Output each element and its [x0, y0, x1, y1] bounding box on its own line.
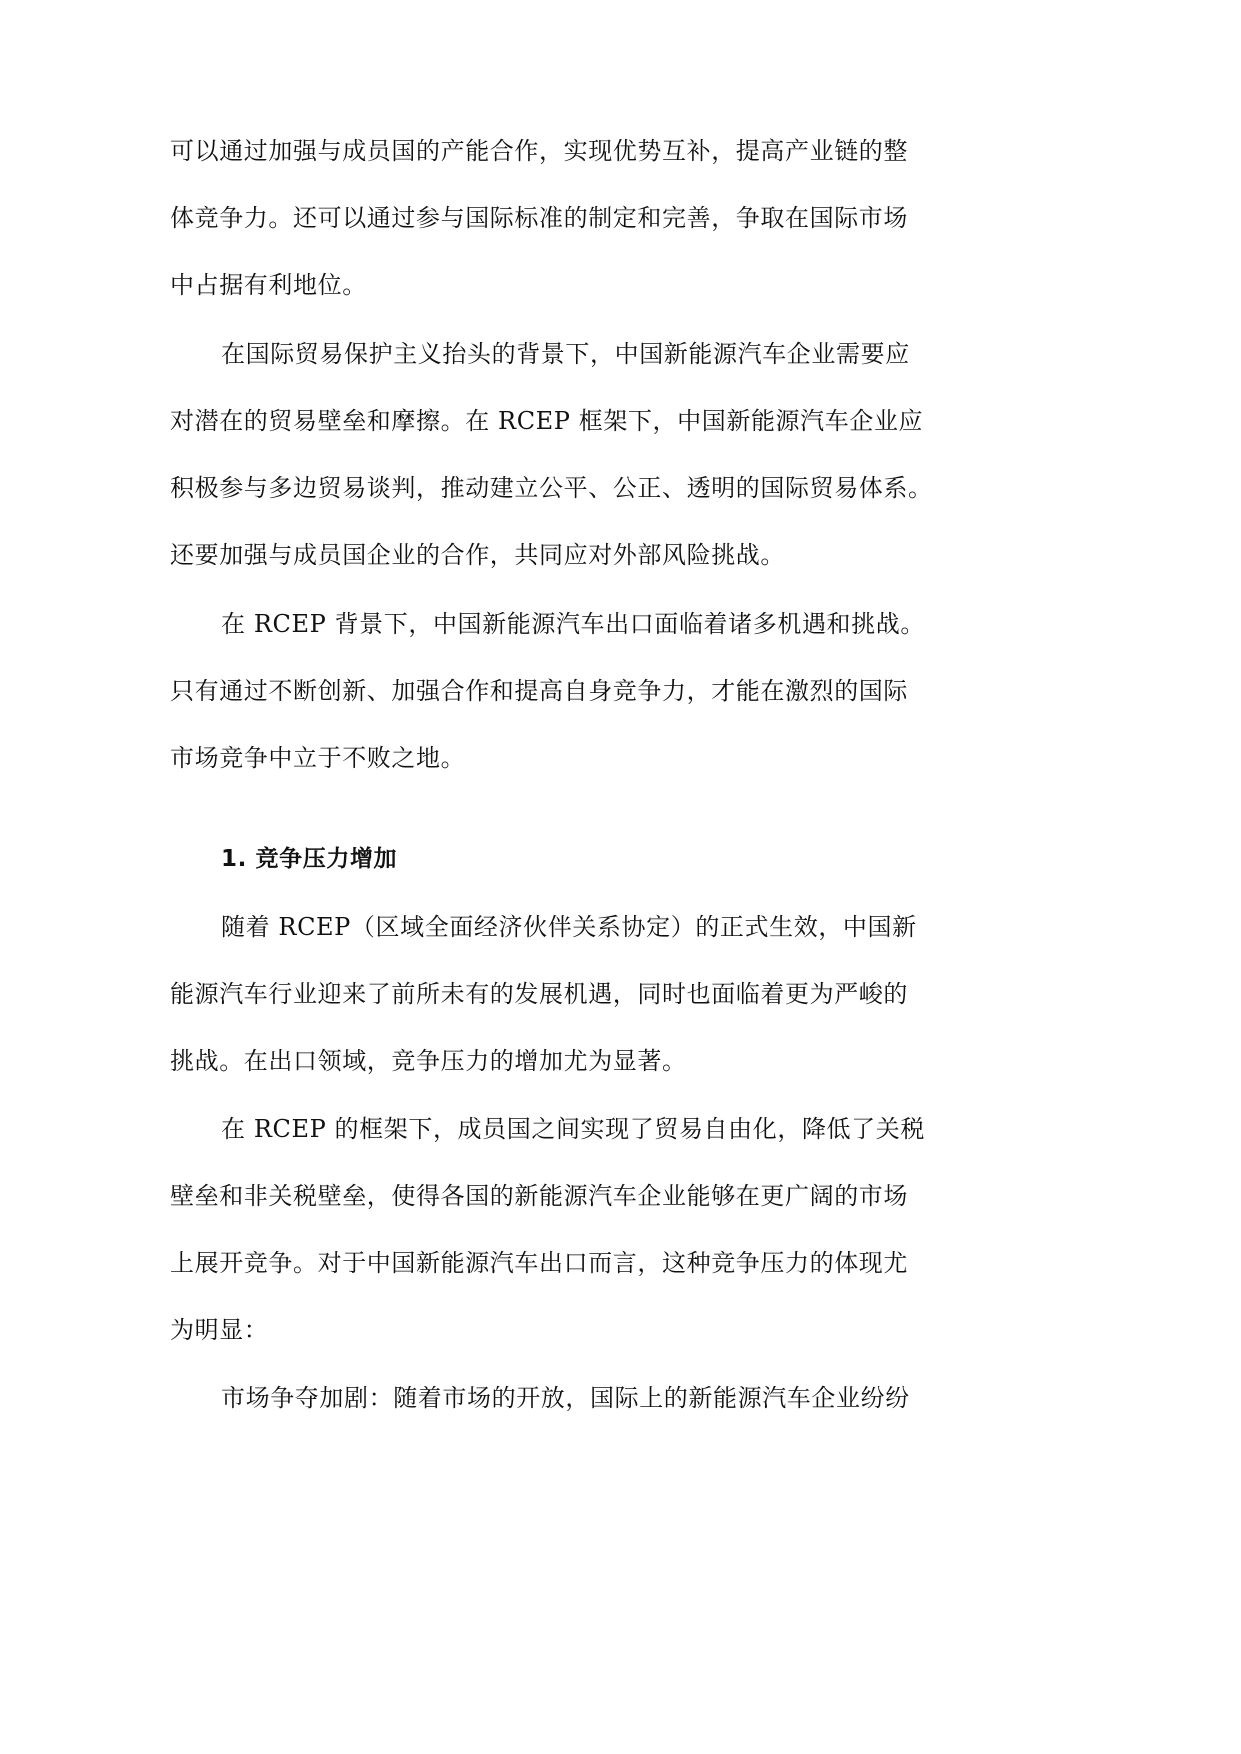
text-line: 体竞争力。还可以通过参与国际标准的制定和完善，争取在国际市场	[170, 204, 908, 232]
text-line: 壁垒和非关税壁垒，使得各国的新能源汽车企业能够在更广阔的市场	[170, 1182, 908, 1210]
text-line: 在 RCEP 的框架下，成员国之间实现了贸易自由化，降低了关税	[221, 1115, 925, 1143]
text-line: 上展开竞争。对于中国新能源汽车出口而言，这种竞争压力的体现尤	[170, 1249, 908, 1277]
text-line: 在国际贸易保护主义抬头的背景下，中国新能源汽车企业需要应	[221, 340, 910, 368]
text-line: 能源汽车行业迎来了前所未有的发展机遇，同时也面临着更为严峻的	[170, 980, 908, 1008]
text-line: 对潜在的贸易壁垒和摩擦。在 RCEP 框架下，中国新能源汽车企业应	[170, 407, 924, 435]
heading-text: 1. 竞争压力增加	[221, 846, 398, 872]
text-line: 市场竞争中立于不败之地。	[170, 744, 466, 772]
text-line: 在 RCEP 背景下，中国新能源汽车出口面临着诸多机遇和挑战。	[221, 610, 925, 638]
text-line: 还要加强与成员国企业的合作，共同应对外部风险挑战。	[170, 541, 785, 569]
text-line: 为明显：	[170, 1316, 269, 1344]
text-line: 只有通过不断创新、加强合作和提高自身竞争力，才能在激烈的国际	[170, 677, 908, 705]
text-line: 挑战。在出口领域，竞争压力的增加尤为显著。	[170, 1047, 687, 1075]
text-line: 市场争夺加剧：随着市场的开放，国际上的新能源汽车企业纷纷	[221, 1384, 910, 1412]
text-line: 积极参与多边贸易谈判，推动建立公平、公正、透明的国际贸易体系。	[170, 474, 933, 502]
text-line: 可以通过加强与成员国的产能合作，实现优势互补，提高产业链的整	[170, 137, 908, 165]
text-line: 随着 RCEP（区域全面经济伙伴关系协定）的正式生效，中国新	[221, 913, 917, 941]
text-line: 中占据有利地位。	[170, 271, 367, 299]
